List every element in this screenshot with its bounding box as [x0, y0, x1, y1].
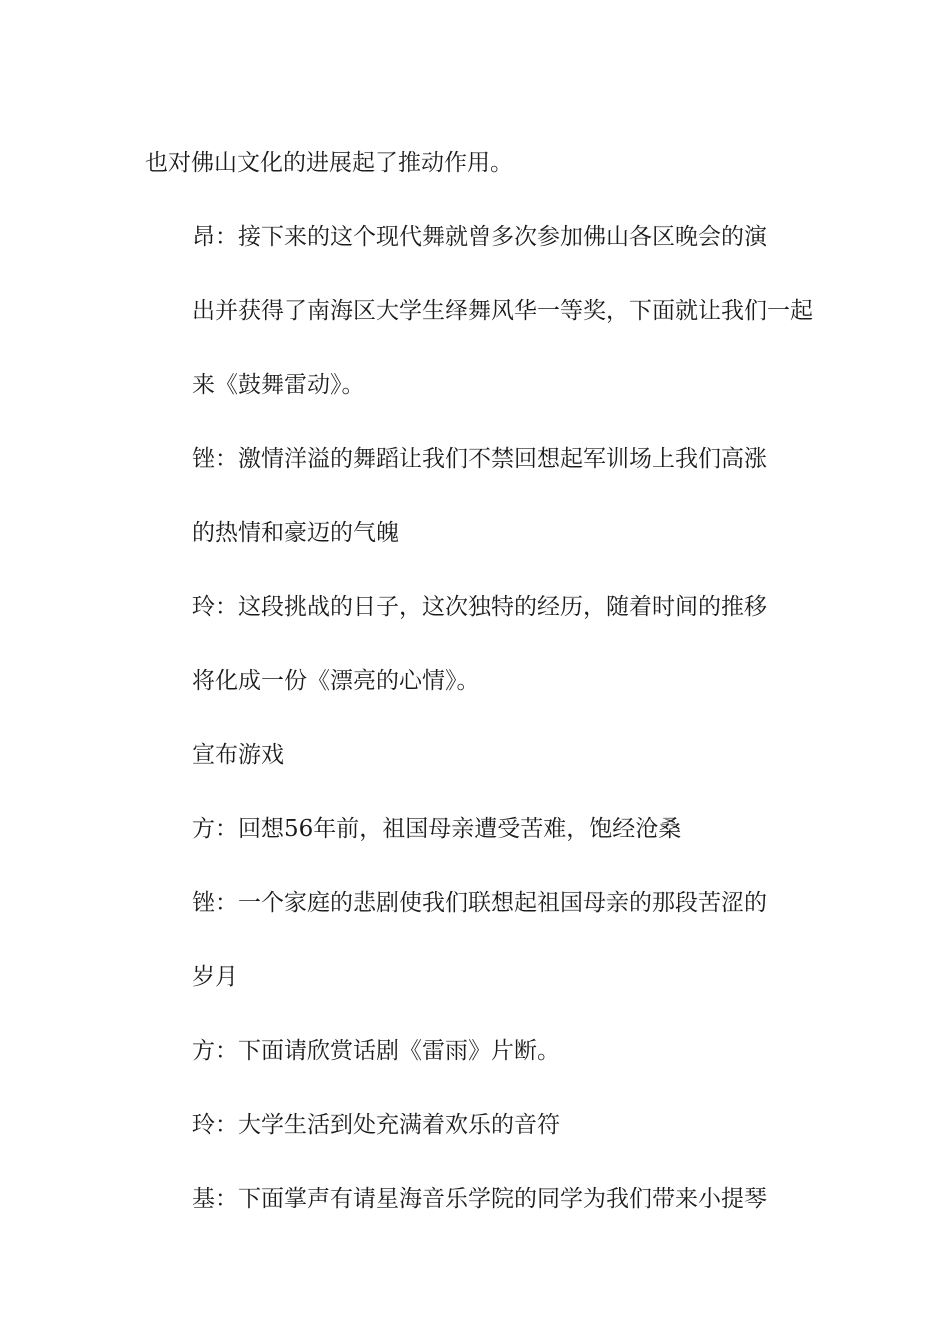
document-body — [145, 126, 813, 1236]
paragraph — [145, 1014, 810, 1088]
text-line: 锉：一个家庭的悲剧使我们联想起祖国母亲的那段苦涩的 — [192, 890, 767, 916]
text-line: 方：下面请欣赏话剧《雷雨》片断。 — [192, 1038, 560, 1064]
text-line: 基：下面掌声有请星海音乐学院的同学为我们带来小提琴 — [192, 1186, 767, 1212]
paragraph — [145, 126, 810, 200]
paragraph — [145, 1162, 810, 1236]
paragraph — [145, 1088, 810, 1162]
text-line: 岁月 — [192, 964, 238, 990]
text-line: 出并获得了南海区大学生绎舞风华一等奖，下面就让我们一起 — [192, 298, 813, 324]
text-line: 方：回想56年前，祖国母亲遭受苦难，饱经沧桑 — [192, 816, 682, 842]
text-line: 来《鼓舞雷动》。 — [192, 372, 365, 398]
paragraph — [145, 792, 810, 866]
text-line: 宣布游戏 — [192, 742, 284, 768]
text-line: 的热情和豪迈的气魄 — [192, 520, 399, 546]
paragraph — [145, 866, 810, 1014]
paragraph — [145, 570, 810, 718]
paragraph — [145, 718, 810, 792]
text-line: 将化成一份《漂亮的心情》。 — [192, 668, 480, 694]
paragraph — [145, 422, 810, 570]
paragraph — [145, 200, 813, 422]
text-line: 也对佛山文化的进展起了推动作用。 — [145, 150, 513, 176]
text-line: 玲：这段挑战的日子，这次独特的经历，随着时间的推移 — [192, 594, 767, 620]
text-line: 玲：大学生活到处充满着欢乐的音符 — [192, 1112, 560, 1138]
text-line: 锉：激情洋溢的舞蹈让我们不禁回想起军训场上我们高涨 — [192, 446, 767, 472]
text-line: 昂：接下来的这个现代舞就曾多次参加佛山各区晚会的演 — [192, 224, 767, 250]
